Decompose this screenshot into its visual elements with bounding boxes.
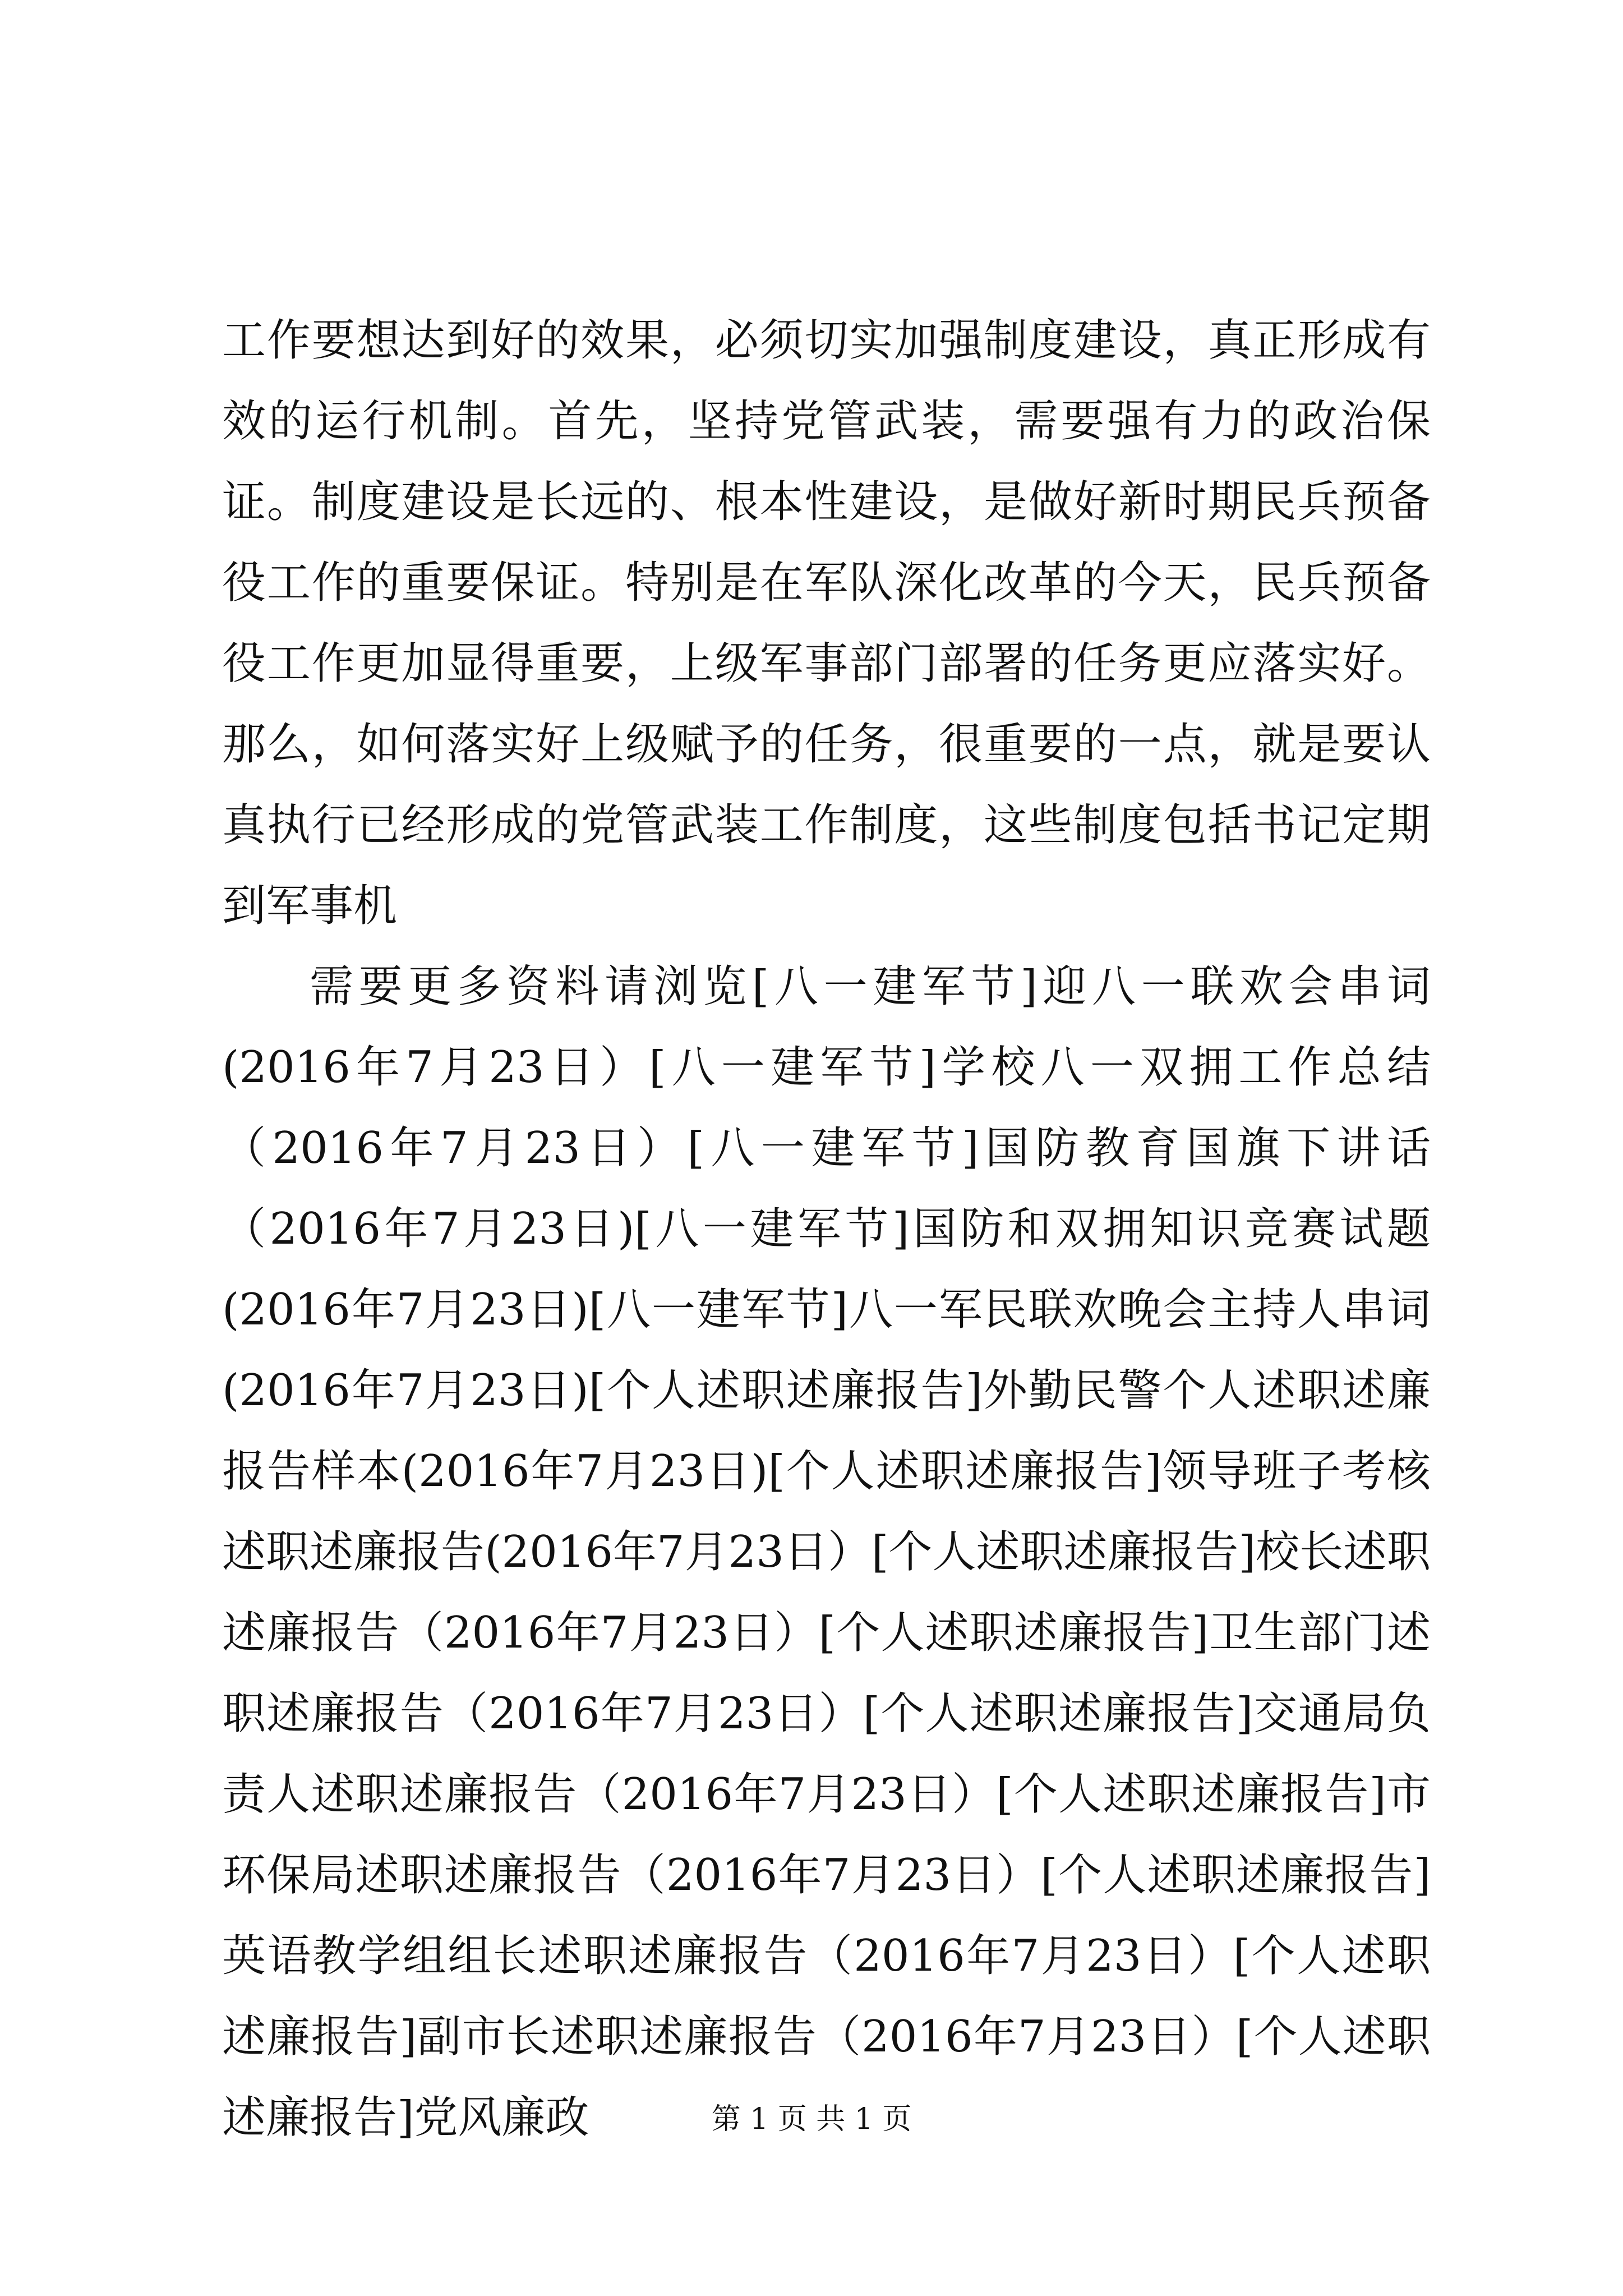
page-footer: 第 1 页 共 1 页: [711, 2102, 912, 2136]
paragraph-2: 需要更多资料请浏览[八一建军节]迎八一联欢会串词(2016年7月23日）[八一建军节]学校八一双拥工作总结（2016年7月23日）[八一建军节]国防教育国旗下讲话（2016年7月23日)[八一建军节]国防和双拥知识竞赛试题(2016年7月23日)[八一建军节]八一军民联欢晚会主持人串词(2016年7月23日)[个人述职述廉报告]外勤民警个人述职述廉报告样本(2016年7月23日)[个人述职述廉报告]领导班子考核述职述廉报告(2016年7月23日）[个人述职述廉报告]校长述职述廉报告（2016年7月23日）[个人述职述廉报告]卫生部门述职述廉报告（2016年7月23日）[个人述职述廉报告]交通局负责人述职述廉报告（2016年7月23日）[个人述职述廉报告]市环保局述职述廉报告（2016年7月23日）[个人述职述廉报告]英语教学组组长述职述廉报告（2016年7月23日）[个人述职述廉报告]副市长述职述廉报告（2016年7月23日）[个人述职述廉报告]党风廉政: [222, 961, 1431, 2143]
document-body: [222, 300, 1431, 2158]
paragraph-1: 工作要想达到好的效果，必须切实加强制度建设，真正形成有效的运行机制。首先，坚持党管武装，需要强有力的政治保证。制度建设是长远的、根本性建设，是做好新时期民兵预备役工作的重要保证。特别是在军队深化改革的今天，民兵预备役工作更加显得重要，上级军事部门部署的任务更应落实好。那么，如何落实好上级赋予的任务，很重要的一点，就是要认真执行已经形成的党管武装工作制度，这些制度包括书记定期到军事机: [222, 315, 1431, 931]
